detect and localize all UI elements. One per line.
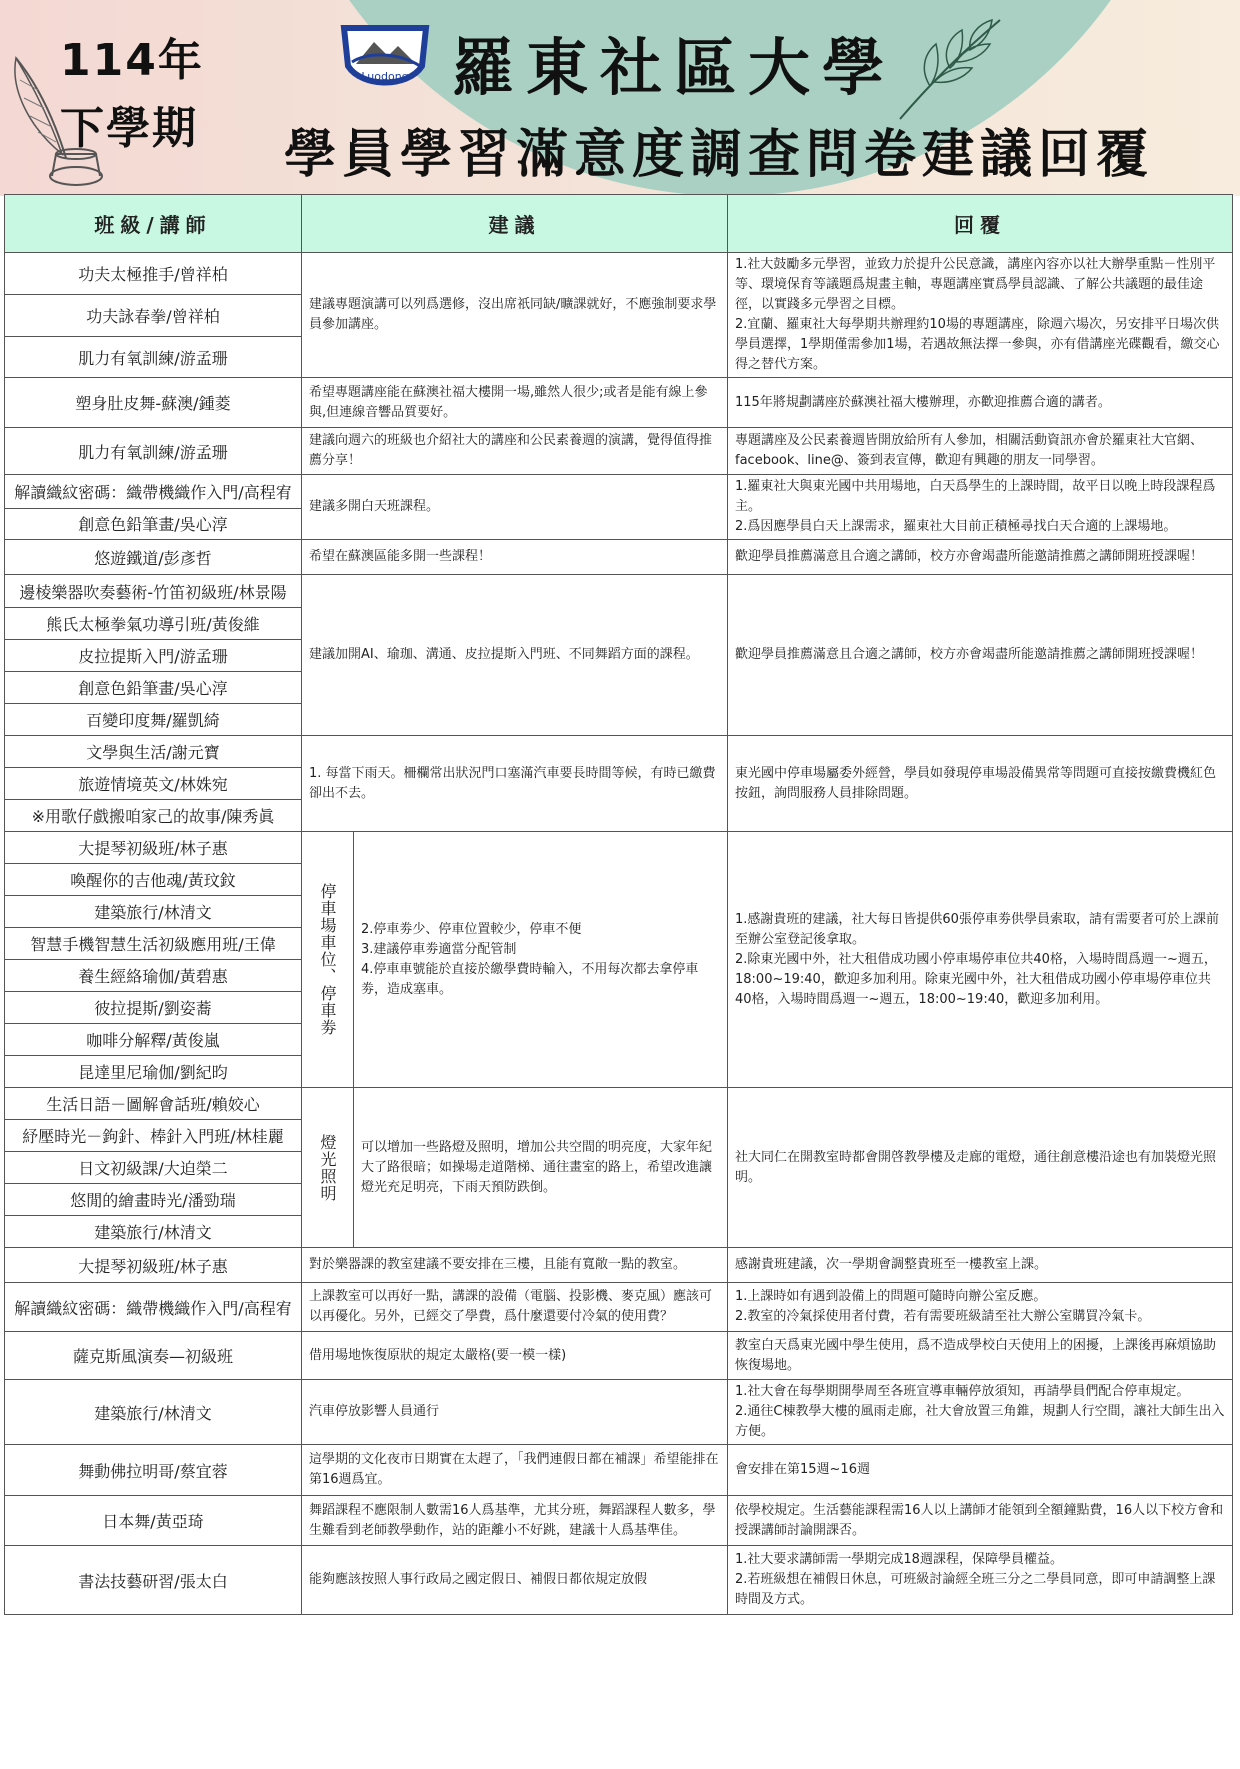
text-line: 1.感謝貴班的建議，社大每日皆提供60張停車劵供學員索取，請有需要者可於上課前至辦公室登記後拿取。 xyxy=(735,911,1219,947)
col-header-class: 班級/講師 xyxy=(5,195,302,253)
text-line: 建議加開AI、瑜珈、溝通、皮拉提斯入門班、不同舞蹈方面的課程。 xyxy=(309,647,699,662)
suggestion-cell xyxy=(302,1380,728,1445)
reply-cell xyxy=(728,253,1233,378)
text-line: 2.通往C棟教學大樓的風雨走廊，社大會放置三角錐，規劃人行空間，讓社大師生出入方便。 xyxy=(735,1404,1225,1439)
class-teacher-cell: 日本舞/黃亞琦 xyxy=(5,1496,302,1546)
class-teacher-cell: 喚醒你的吉他魂/黃玟鈫 xyxy=(5,864,302,896)
suggestion-cell xyxy=(354,832,728,1088)
text-line: 2.停車劵少、停車位置較少，停車不便 xyxy=(361,921,582,937)
table-row xyxy=(5,378,1233,428)
text-line: 2.教室的冷氣採使用者付費，若有需要班級請至社大辦公室購買冷氣卡。 xyxy=(735,1309,1151,1324)
class-teacher-cell: 文學與生活/謝元寶 xyxy=(5,736,302,768)
reply-cell xyxy=(728,428,1233,475)
class-teacher-cell: 悠遊鐵道/彭彥哲 xyxy=(5,540,302,575)
table-row xyxy=(5,575,1233,608)
class-teacher-cell: 創意色鉛筆畫/吳心淳 xyxy=(5,672,302,704)
table-row xyxy=(5,253,1233,295)
suggestion-cell xyxy=(302,378,728,428)
class-teacher-cell: 創意色鉛筆畫/吳心淳 xyxy=(5,508,302,539)
table-row xyxy=(5,832,1233,864)
text-line: 2.除東光國中外，社大租借成功國小停車場停車位共40格，入場時間爲週一~週五，18:00~19:40，歡迎多加利用。除東光國中外，社大租借成功國小停車場停車位共40格，入場時間爲週一~週五，18:00~19:40，歡迎多加利用。 xyxy=(735,951,1217,1007)
text-line: 115年將規劃講座於蘇澳社福大樓辦理，亦歡迎推薦合適的講者。 xyxy=(735,394,1111,410)
text-line: 1. 每當下雨天。柵欄常出狀況門口塞滿汽車要長時間等候，有時已繳費卻出不去。 xyxy=(309,765,716,801)
text-line: 1.社大會在每學期開學周至各班宣導車輛停放須知，再請學員們配合停車規定。 xyxy=(735,1384,1190,1399)
class-teacher-cell: 百變印度舞/羅凱綺 xyxy=(5,704,302,736)
suggestion-cell xyxy=(302,1283,728,1332)
suggestion-cell xyxy=(302,1496,728,1546)
text-line: 2.爲因應學員白天上課需求，羅東社大目前正積極尋找白天合適的上課場地。 xyxy=(735,519,1177,534)
class-teacher-cell: 薩克斯風演奏—初級班 xyxy=(5,1332,302,1380)
topic-cell: 燈光照明 xyxy=(302,1088,354,1248)
reply-cell xyxy=(728,1332,1233,1380)
text-line: 3.建議停車劵適當分配管制 xyxy=(361,941,517,957)
text-line: 依學校規定。生活藝能課程需16人以上講師才能領到全額鐘點費，16人以下校方會和授課講師討論開課否。 xyxy=(735,1502,1224,1538)
class-teacher-cell: 生活日語－圖解會話班/賴姣心 xyxy=(5,1088,302,1120)
suggestion-cell xyxy=(354,1088,728,1248)
text-line: 希望在蘇澳區能多開一些課程！ xyxy=(309,549,492,564)
reply-cell xyxy=(728,575,1233,736)
text-line: 4.停車車號能於直接於繳學費時輸入，不用每次都去拿停車劵，造成塞車。 xyxy=(361,961,699,997)
suggestion-cell xyxy=(302,1332,728,1380)
class-teacher-cell: ※用歌仔戲搬咱家己的故事/陳秀眞 xyxy=(5,800,302,832)
page-title: 學員學習滿意度調查問卷建議回覆 xyxy=(284,125,1155,185)
reply-cell xyxy=(728,475,1233,540)
suggestion-cell xyxy=(302,1546,728,1615)
text-line: 1.羅東社大與東光國中共用場地，白天爲學生的上課時間，故平日以晚上時段課程爲主。 xyxy=(735,479,1216,514)
suggestion-cell xyxy=(302,575,728,736)
class-teacher-cell: 功夫太極推手/曾祥柏 xyxy=(5,253,302,295)
suggestion-cell xyxy=(302,540,728,575)
class-teacher-cell: 舞動佛拉明哥/蔡宜蓉 xyxy=(5,1445,302,1496)
term-year: 114年 xyxy=(60,35,204,86)
suggestion-cell xyxy=(302,475,728,540)
text-line: 1.社大要求講師需一學期完成18週課程，保障學員權益。 xyxy=(735,1552,1063,1567)
table-row xyxy=(5,736,1233,768)
class-teacher-cell: 養生經絡瑜伽/黃碧惠 xyxy=(5,960,302,992)
reply-cell xyxy=(728,1546,1233,1615)
class-teacher-cell: 肌力有氧訓練/游孟珊 xyxy=(5,337,302,378)
class-teacher-cell: 塑身肚皮舞-蘇澳/鍾菱 xyxy=(5,378,302,428)
class-teacher-cell: 咖啡分解釋/黃俊嵐 xyxy=(5,1024,302,1056)
text-line: 教室白天爲東光國中學生使用，爲不造成學校白天使用上的困擾，上課後再麻煩協助恢復場地。 xyxy=(735,1337,1217,1373)
class-teacher-cell: 彼拉提斯/劉姿蕎 xyxy=(5,992,302,1024)
table-row xyxy=(5,1088,1233,1120)
reply-cell xyxy=(728,1283,1233,1332)
class-teacher-cell: 建築旅行/林清文 xyxy=(5,896,302,928)
suggestion-cell xyxy=(302,253,728,378)
reply-cell xyxy=(728,378,1233,428)
class-teacher-cell: 建築旅行/林清文 xyxy=(5,1216,302,1248)
table-row xyxy=(5,1546,1233,1615)
text-line: 專題講座及公民素養週皆開放給所有人參加，相關活動資訊亦會於羅東社大官網、facebook、line@、簽到表宣傳，歡迎有興趣的朋友一同學習。 xyxy=(735,433,1204,468)
text-line: 社大同仁在開教室時都會開啓教學樓及走廊的電燈，通往創意樓沿途也有加裝燈光照明。 xyxy=(735,1149,1217,1185)
reply-cell xyxy=(728,1088,1233,1248)
class-teacher-cell: 悠閒的繪畫時光/潘勁瑞 xyxy=(5,1184,302,1216)
text-line: 可以增加一些路燈及照明，增加公共空間的明亮度，大家年紀大了路很暗；如操場走道階梯、通往畫室的路上，希望改進讓燈光充足明亮，下雨天預防跌倒。 xyxy=(361,1139,713,1195)
class-teacher-cell: 昆達里尼瑜伽/劉紀昀 xyxy=(5,1056,302,1088)
text-line: 建議專題演講可以列爲選修，沒出席祇同缺/曠課就好，不應強制要求學員參加講座。 xyxy=(309,297,717,332)
text-line: 1.社大鼓勵多元學習，並致力於提升公民意識，講座內容亦以社大辦學重點－性別平等、環境保育等議題爲規畫主軸，專題講座實爲學員認識、了解公共議題的最佳途徑，以實踐多元學習之目標。 xyxy=(735,257,1216,312)
table-row xyxy=(5,428,1233,475)
leaf-branch-icon xyxy=(890,14,1010,124)
class-teacher-cell: 解讀織紋密碼：織帶機織作入門/高程宥 xyxy=(5,1283,302,1332)
class-teacher-cell: 熊氏太極拳氣功導引班/黃俊維 xyxy=(5,608,302,640)
reply-cell xyxy=(728,1496,1233,1546)
text-line: 會安排在第15週~16週 xyxy=(735,1462,870,1477)
table-row xyxy=(5,1248,1233,1283)
text-line: 2.若班級想在補假日休息，可班級討論經全班三分之二學員同意，即可申請調整上課時間及方式。 xyxy=(735,1572,1216,1607)
table-body xyxy=(5,253,1233,1615)
table-row xyxy=(5,540,1233,575)
reply-cell xyxy=(728,540,1233,575)
text-line: 汽車停放影響人員通行 xyxy=(309,1404,440,1419)
class-teacher-cell: 皮拉提斯入門/游孟珊 xyxy=(5,640,302,672)
class-teacher-cell: 邊棱樂器吹奏藝術-竹笛初級班/林景陽 xyxy=(5,575,302,608)
reply-cell xyxy=(728,832,1233,1088)
text-line: 歡迎學員推薦滿意且合適之講師，校方亦會竭盡所能邀請推薦之講師開班授課喔！ xyxy=(735,647,1204,662)
text-line: 借用場地恢復原狀的規定太嚴格(要一模一樣) xyxy=(309,1347,567,1363)
text-line: 1.上課時如有遇到設備上的問題可隨時向辦公室反應。 xyxy=(735,1289,1047,1304)
class-teacher-cell: 旅遊情境英文/林姝宛 xyxy=(5,768,302,800)
text-line: 希望專題講座能在蘇澳社福大樓開一場,雖然人很少;或者是能有線上參與,但連線音響品質要好。 xyxy=(309,384,708,420)
table-row xyxy=(5,475,1233,509)
text-line: 上課教室可以再好一點，講課的設備（電腦、投影機、麥克風）應該可以再優化。另外，已經交了學費，爲什麼還要付冷氣的使用費？ xyxy=(309,1289,713,1324)
suggestion-cell xyxy=(302,1445,728,1496)
text-line: 建議多開白天班課程。 xyxy=(309,499,440,514)
luodong-logo-icon xyxy=(338,22,432,90)
reply-cell xyxy=(728,1248,1233,1283)
table-row xyxy=(5,1332,1233,1380)
table-row xyxy=(5,1445,1233,1496)
text-line: 歡迎學員推薦滿意且合適之講師，校方亦會竭盡所能邀請推薦之講師開班授課喔！ xyxy=(735,549,1204,564)
class-teacher-cell: 日文初級課/大迫榮二 xyxy=(5,1152,302,1184)
reply-cell xyxy=(728,736,1233,832)
text-line: 能夠應該按照人事行政局之國定假日、補假日都依規定放假 xyxy=(309,1572,648,1587)
class-teacher-cell: 大提琴初級班/林子惠 xyxy=(5,832,302,864)
class-teacher-cell: 功夫詠春拳/曾祥柏 xyxy=(5,295,302,337)
text-line: 感謝貴班建議，次一學期會調整貴班至一樓教室上課。 xyxy=(735,1257,1048,1272)
reply-cell xyxy=(728,1445,1233,1496)
text-line: 建議向週六的班級也介紹社大的講座和公民素養週的演講，覺得值得推薦分享！ xyxy=(309,433,713,468)
text-line: 2.宜蘭、羅東社大每學期共辦理約10場的專題講座，除週六場次，另安排平日場次供學員選擇，1學期僅需參加1場，若遇故無法擇一參與，亦有借講座光碟觀看，繳交心得之替代方案。 xyxy=(735,317,1220,372)
feedback-table xyxy=(4,194,1233,1615)
class-teacher-cell: 智慧手機智慧生活初級應用班/王偉 xyxy=(5,928,302,960)
table-row xyxy=(5,1283,1233,1332)
text-line: 東光國中停車場屬委外經營，學員如發現停車場設備異常等問題可直接按繳費機紅色按鈕，詢問服務人員排除問題。 xyxy=(735,765,1217,801)
school-name: 羅東社區大學 xyxy=(452,31,897,104)
text-line: 舞蹈課程不應限制人數需16人爲基準，尤其分班，舞蹈課程人數多，學生難看到老師教學動作，站的距離小不好跳，建議十人爲基準佳。 xyxy=(309,1502,716,1538)
class-teacher-cell: 建築旅行/林清文 xyxy=(5,1380,302,1445)
suggestion-cell xyxy=(302,736,728,832)
topic-cell: 停車場車位、停車劵 xyxy=(302,832,354,1088)
col-header-suggestion: 建議 xyxy=(302,195,728,253)
suggestion-cell xyxy=(302,428,728,475)
logo-text: Luodong xyxy=(361,70,409,83)
class-teacher-cell: 大提琴初級班/林子惠 xyxy=(5,1248,302,1283)
text-line: 對於樂器課的教室建議不要安排在三樓，且能有寬敞一點的教室。 xyxy=(309,1257,687,1272)
reply-cell xyxy=(728,1380,1233,1445)
text-line: 這學期的文化夜市日期實在太趕了，「我們連假日都在補課」希望能排在第16週爲宜。 xyxy=(309,1452,719,1487)
class-teacher-cell: 肌力有氧訓練/游孟珊 xyxy=(5,428,302,475)
table-header-row xyxy=(5,195,1233,253)
col-header-reply: 回覆 xyxy=(728,195,1233,253)
suggestion-cell xyxy=(302,1248,728,1283)
table-row xyxy=(5,1380,1233,1445)
class-teacher-cell: 書法技藝研習/張太白 xyxy=(5,1546,302,1615)
class-teacher-cell: 解讀織紋密碼：織帶機織作入門/高程宥 xyxy=(5,475,302,509)
class-teacher-cell: 紓壓時光－鉤針、棒針入門班/林桂麗 xyxy=(5,1120,302,1152)
term-semester: 下學期 xyxy=(60,103,198,154)
table-row xyxy=(5,1496,1233,1546)
page-header xyxy=(0,0,1240,196)
